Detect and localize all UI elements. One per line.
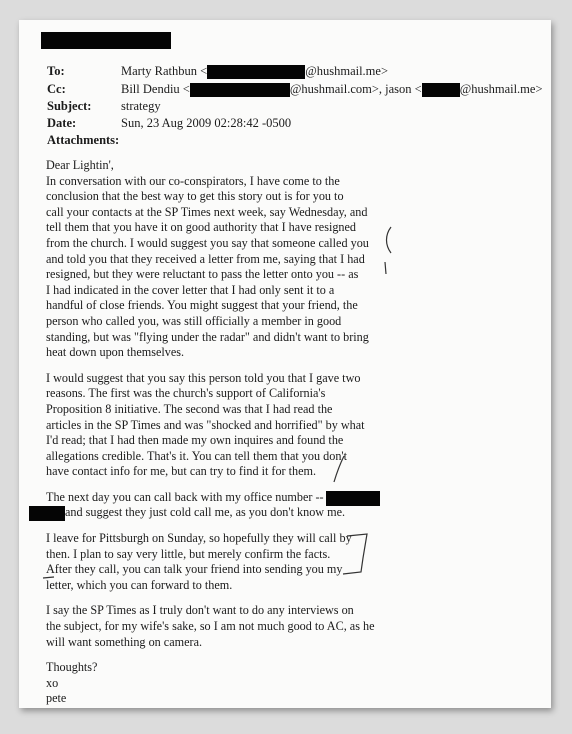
body-line: handful of close friends. You might suggest that your friend, the [46, 298, 358, 313]
redaction-phone-1 [326, 491, 380, 506]
body-line: After they call, you can talk your friend into sending you my [46, 562, 343, 577]
body-line: and told you that they received a letter from me, saying that I had [46, 251, 365, 266]
body-line: then. I plan to say very little, but merely confirm the facts. [46, 546, 331, 561]
body-line: letter, which you can forward to them. [46, 577, 233, 592]
body-line: Proposition 8 initiative. The second was that I had read the [46, 401, 333, 416]
to-domain: @hushmail.me> [305, 64, 389, 78]
body-line: allegations credible. That's it. You can tell them that you don't [46, 448, 348, 463]
body-line: the subject, for my wife's sake, so I am not much good to AC, as he [46, 619, 375, 634]
office-number-line: The next day you can call back with my office number -- [46, 489, 324, 504]
cc-field [121, 82, 543, 97]
body-line: I'd read; that I had then made my own inquires and found the [46, 433, 344, 448]
date-value: Sun, 23 Aug 2009 02:28:42 -0500 [121, 116, 292, 130]
body-line [46, 490, 391, 506]
email-printout-page [19, 20, 551, 708]
pen-mark-tick [381, 260, 391, 278]
body-line: person who called you, was still officially a member in good [46, 313, 342, 328]
body-line: heat down upon themselves. [46, 345, 185, 360]
pen-mark-bracket-top [379, 225, 399, 255]
closing-thoughts: Thoughts? [46, 660, 98, 675]
to-name: Marty Rathbun < [121, 64, 208, 78]
pen-mark-slash [330, 454, 350, 484]
body-line: resigned, but they were reluctant to pass the letter onto you -- as [46, 267, 359, 282]
pen-mark-dash [41, 574, 57, 582]
redaction-cc-address-2 [422, 83, 460, 97]
redaction-bar-top [41, 32, 171, 49]
body-line: I would suggest that you say this person told you that I gave two [46, 370, 361, 385]
redaction-to-address [207, 65, 305, 79]
cold-call-line: and suggest they just cold call me, as you don't know me. [65, 505, 346, 520]
body-line: reasons. The first was the church's support of California's [46, 386, 326, 401]
email-body [46, 158, 391, 707]
pen-mark-bracket-bottom [337, 532, 373, 578]
body-line: tell them that you have it on good authority that I have resigned [46, 220, 357, 235]
cc-name: Bill Dendiu < [121, 82, 190, 96]
body-line: I leave for Pittsburgh on Sunday, so hopefully they will call by [46, 531, 352, 546]
cc-domain-2: @hushmail.me> [459, 82, 543, 96]
closing-xo: xo [46, 675, 59, 690]
body-line: articles in the SP Times and was "shocked and horrified" by what [46, 417, 365, 432]
redaction-phone-2 [29, 506, 65, 521]
cc-label: Cc: [47, 82, 66, 96]
greeting: Dear Lightin', [46, 158, 114, 172]
subject-value: strategy [121, 99, 161, 113]
body-line: In conversation with our co-conspirators, I have come to the [46, 173, 340, 188]
redaction-cc-address-1 [190, 83, 290, 97]
body-line: will want something on camera. [46, 634, 203, 649]
body-line: have contact info for me, but can try to find it for them. [46, 464, 317, 479]
body-line: call your contacts at the SP Times next week, say Wednesday, and [46, 204, 368, 219]
subject-label: Subject: [47, 99, 92, 113]
body-line: conclusion that the best way to get this story out is for you to [46, 189, 344, 204]
body-line: from the church. I would suggest you say that someone called you [46, 235, 369, 250]
to-label: To: [47, 64, 65, 78]
cc-domain-1: @hushmail.com>, jason < [289, 82, 422, 96]
body-line: I had indicated in the cover letter that I had only sent it to a [46, 282, 335, 297]
attachments-label: Attachments: [47, 133, 120, 147]
body-line: I say the SP Times as I truly don't want to do any interviews on [46, 603, 354, 618]
closing-signature: pete [46, 691, 67, 706]
date-label: Date: [47, 116, 77, 130]
body-line [29, 505, 391, 521]
body-line: standing, but was "flying under the radar" and didn't want to bring [46, 329, 369, 344]
to-field [121, 64, 388, 79]
